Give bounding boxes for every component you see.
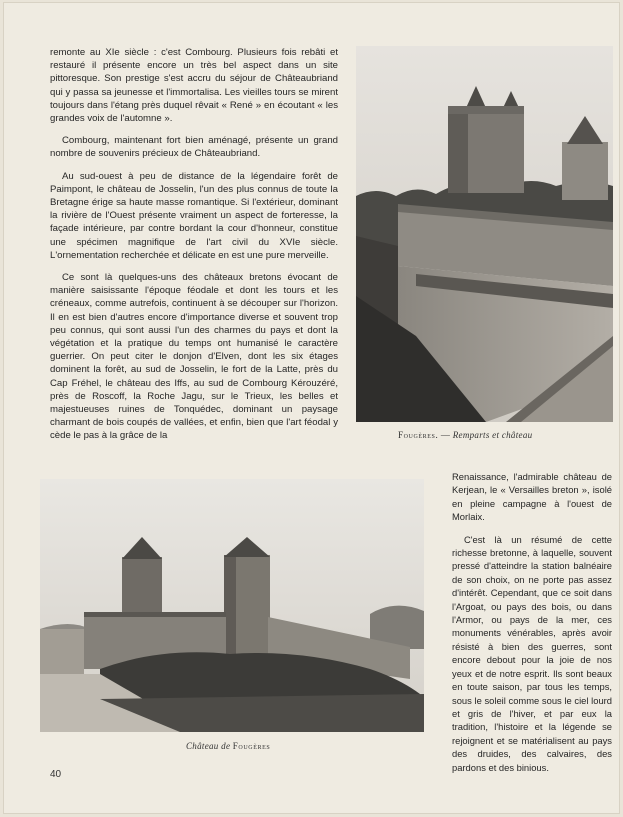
caption-place: Fougères. <box>398 430 439 440</box>
paragraph-combourg-souvenirs: Combourg, maintenant fort bien aménagé, présente un grand nombre de souvenirs précieux de Châteaubriand. <box>50 135 338 160</box>
photo-chateau-fougeres <box>40 479 424 732</box>
caption-dash: — <box>438 430 453 440</box>
caption-lead: Château de <box>186 741 233 751</box>
paragraph-chateaux-bretons: Ce sont là quelques-uns des châteaux bretons évocant de manière saisissante l'époque féodale et dont les tours et les créneaux, comme autrefois, continuent à se découper sur l'horizon. Il en est bien d'autres encore d'importance diverse et souvent trop peu connus, qui sont aussi l'un des charmes du pays et dont la végétation et la pratique du temps ont humanisé le caractère guerrier. On peut citer le donjon d'Elven, dont les six étages dominent la forêt, au sud de Josselin, le fort de la Latte, près du Cap Fréhel, le château des Iffs, au sud de Combourg Kérouzéré, près de Roscoff, la Roche Jagu, sur le Trieux, les belles et majestueuses ruines de Tonquédec, dominant un paysage charmant de bois coupés de vallées, et enfin, bien que l'art féodal y cède le pas à la grâce de la <box>50 272 338 442</box>
photo-remparts-fougeres <box>356 46 613 422</box>
caption-place: Fougères <box>232 741 271 751</box>
paragraph-kerjean: Renaissance, l'admirable château de Kerjean, le « Versailles breton », isolé en pleine campagne à l'ouest de Morlaix. <box>452 471 612 523</box>
caption-chateau <box>186 741 270 751</box>
page-number: 40 <box>50 769 62 780</box>
ramparts-illustration <box>356 46 613 422</box>
chateau-illustration <box>40 479 424 732</box>
caption-desc: Remparts et château <box>452 430 533 440</box>
paragraph-josselin: Au sud-ouest à peu de distance de la légendaire forêt de Paimpont, le château de Josselin, l'un des plus connus de toute la Bretagne érige sa haute masse romantique. Si l'extérieur, dominant la rivière de l'Ouest présente vraiment un aspect de forteresse, la façade intérieure, par contre bordant la cour d'honneur, constitue une spécimen magnifique de l'art civil du XVIe siècle. L'ornementation recherchée et délicate en est une pure merveille. <box>50 170 338 261</box>
paragraph-resume: C'est là un résumé de cette richesse bretonne, à laquelle, souvent pressé d'atteindre la station balnéaire de son choix, on ne porte pas assez d'intérêt. Cependant, que ce soit dans l'Argoat, ou pays des bois, ou dans l'Armor, ou pays de la mer, ces monuments vénérables, après avoir résisté à bien des guerres, sont encore debout pour la joie de nos yeux et de notre esprit. Ils sont beaux en toute saison, par tous les temps, sous le soleil comme sous le ciel lourd et gris de l'hiver, et par eux la tradition, l'histoire et la légende se rejoignent et se matérialisent au pays des druides, des calvaires, des pardons et des binious. <box>452 533 612 773</box>
caption-remparts <box>398 430 532 440</box>
top-text-column <box>50 46 338 452</box>
paragraph-combourg: remonte au XIe siècle : c'est Combourg. Plusieurs fois rebâti et restauré il présente encore un très bel aspect dans un site pittoresque. Son prestige s'est accru du séjour de Châteaubriand qui y passa sa jeunesse et l'immortalisa. Les vieilles tours se mirent toujours dans l'étang près duquel rêvait « René » en écoutant « les grandes voix de l'automne ». <box>50 47 338 125</box>
bottom-text-column <box>452 470 612 783</box>
